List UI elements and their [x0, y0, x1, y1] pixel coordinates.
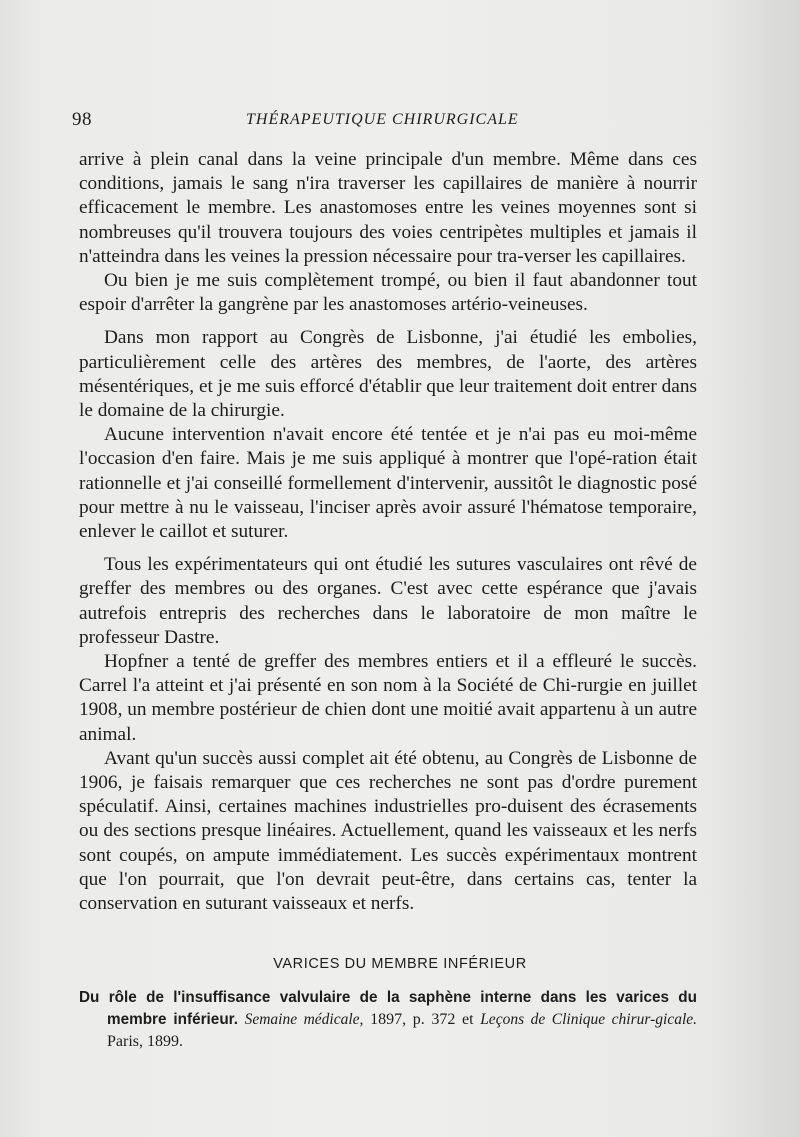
reference-title: Du rôle de l'insuffisance valvulaire de la saphène interne dans les varices du membre inférieur. [79, 989, 697, 1028]
page-number: 98 [72, 109, 92, 130]
paragraph: arrive à plein canal dans la veine principale d'un membre. Même dans ces conditions, jamais le sang n'ira traverser les capillaires de manière à nourrir efficacement le membre. Les anastomoses entre les veines moyennes sont si nombreuses qu'il trouvera toujours des voies centripètes multiples et jamais il n'atteindra dans les veines la pression nécessaire pour tra-verser les capillaires. [79, 149, 697, 267]
section-heading: VARICES DU MEMBRE INFÉRIEUR [273, 956, 527, 972]
paragraph: Avant qu'un succès aussi complet ait été obtenu, au Congrès de Lisbonne de 1906, je faisais remarquer que ces recherches ne sont pas d'ordre purement spéculatif. Ainsi, certaines machines industrielles pro-duisent des écrasements ou des sections presque linéaires. Actuellement, quand les vaisseaux et les nerfs sont coupés, on ampute immédiatement. Les succès expérimentaux montrent que l'on pourrait, que l'on devrait peut-être, dans certains cas, tenter la conservation en suturant vaisseaux et nerfs. [79, 747, 697, 915]
reference-year-pages: 1897, p. 372 et [363, 1011, 481, 1028]
reference-book: Leçons de Clinique chirur-gicale. [480, 1011, 698, 1028]
paragraph: Tous les expérimentateurs qui ont étudié les sutures vasculaires ont rêvé de greffer des membres ou des organes. C'est avec cette espérance que j'avais autrefois entrepris des recherches dans le laboratoire de mon maître le professeur Dastre. [79, 554, 697, 648]
reference-place-year: Paris, 1899. [107, 1033, 183, 1050]
reference-journal: Semaine médicale, [244, 1011, 364, 1028]
paragraph: Hopfner a tenté de greffer des membres entiers et il a effleuré le succès. Carrel l'a atteint et j'ai présenté en son nom à la Société de Chi-rurgie en juillet 1908, un membre postérieur de chien dont une moitié avait appartenu à un autre animal. [79, 651, 697, 745]
bibliographic-reference [79, 987, 697, 1053]
paragraph: Ou bien je me suis complètement trompé, ou bien il faut abandonner tout espoir d'arrêter la gangrène par les anastomoses artério-veineuses. [79, 270, 697, 316]
paragraph: Aucune intervention n'avait encore été tentée et je n'ai pas eu moi-même l'occasion d'en faire. Mais je me suis appliqué à montrer que l'opé-ration était rationnelle et j'ai conseillé formellement d'intervenir, aussitôt le diagnostic posé pour mettre à nu le vaisseau, l'inciser après avoir assuré l'hématose temporaire, enlever le caillot et suturer. [79, 424, 697, 543]
running-title: THÉRAPEUTIQUE CHIRURGICALE [246, 111, 519, 128]
body-text [79, 148, 697, 916]
running-head [72, 109, 700, 133]
paragraph: Dans mon rapport au Congrès de Lisbonne, j'ai étudié les embolies, particulièrement celle des artères des membres, de l'aorte, des artères mésentériques, et je me suis efforcé d'établir que leur traitement doit entrer dans le domaine de la chirurgie. [79, 327, 697, 422]
